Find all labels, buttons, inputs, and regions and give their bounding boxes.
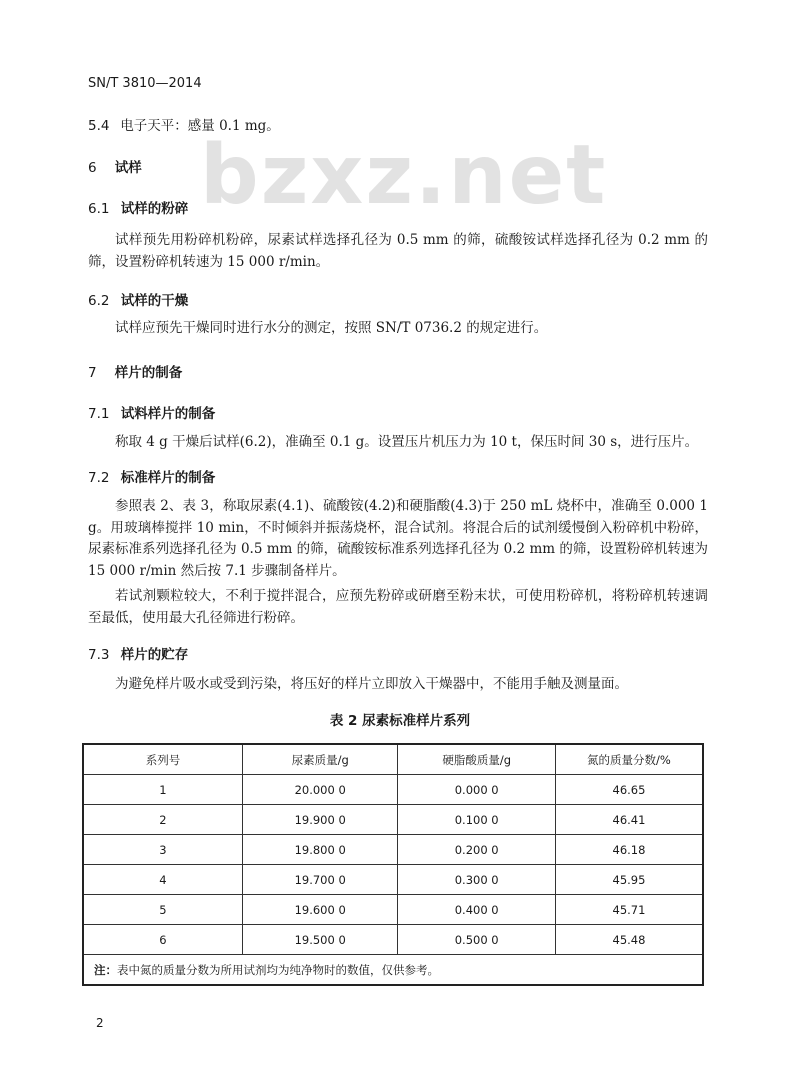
table-row bbox=[83, 865, 703, 895]
cell-series: 1 bbox=[83, 775, 242, 805]
cell-urea-mass: 20.000 0 bbox=[242, 775, 398, 805]
clause-number: 7.3 bbox=[88, 647, 110, 663]
cell-urea-mass: 19.700 0 bbox=[242, 865, 398, 895]
section-title: 试样 bbox=[114, 160, 142, 176]
clause-6-1-body: 试样预先用粉碎机粉碎，尿素试样选择孔径为 0.5 mm 的筛，硫酸铵试样选择孔径为 0.2 mm 的筛，设置粉碎机转速为 15 000 r/min。 bbox=[88, 232, 708, 270]
clause-7-2-body-2: 若试剂颗粒较大，不利于搅拌混合，应预先粉碎或研磨至粉末状，可使用粉碎机，将粉碎机转速调至最低，使用最大孔径筛进行粉碎。 bbox=[88, 588, 708, 626]
cell-series: 4 bbox=[83, 865, 242, 895]
clause-6-2-body: 试样应预先干燥同时进行水分的测定，按照 SN/T 0736.2 的规定进行。 bbox=[115, 320, 548, 336]
cell-series: 3 bbox=[83, 835, 242, 865]
cell-stearic-mass: 0.200 0 bbox=[398, 835, 556, 865]
clause-text: 电子天平：感量 0.1 mg。 bbox=[120, 118, 280, 134]
cell-nitrogen-fraction: 45.71 bbox=[555, 895, 703, 925]
table-row bbox=[83, 835, 703, 865]
table-row bbox=[83, 775, 703, 805]
clause-7-3-body: 为避免样片吸水或受到污染，将压好的样片立即放入干燥器中，不能用手触及测量面。 bbox=[115, 676, 628, 692]
section-6-heading bbox=[88, 156, 142, 176]
clause-title: 标准样片的制备 bbox=[120, 470, 216, 486]
cell-nitrogen-fraction: 46.18 bbox=[555, 835, 703, 865]
cell-series: 2 bbox=[83, 805, 242, 835]
cell-urea-mass: 19.500 0 bbox=[242, 925, 398, 955]
cell-nitrogen-fraction: 45.48 bbox=[555, 925, 703, 955]
clause-7-3-heading bbox=[88, 643, 188, 663]
table-note-text: 表中氮的质量分数为所用试剂均为纯净物时的数值，仅供参考。 bbox=[117, 962, 439, 977]
cell-stearic-mass: 0.000 0 bbox=[398, 775, 556, 805]
table-row bbox=[83, 805, 703, 835]
table-row bbox=[83, 925, 703, 955]
clause-7-1-heading bbox=[88, 402, 215, 422]
standard-code-header: SN/T 3810—2014 bbox=[88, 76, 202, 91]
clause-number: 6.2 bbox=[88, 293, 110, 309]
clause-6-2-heading bbox=[88, 289, 188, 309]
clause-6-1-heading bbox=[88, 197, 188, 217]
table-row bbox=[83, 895, 703, 925]
cell-stearic-mass: 0.100 0 bbox=[398, 805, 556, 835]
clause-7-1-body: 称取 4 g 干燥后试样(6.2)，准确至 0.1 g。设置压片机压力为 10 t，保压时间 30 s，进行压片。 bbox=[115, 434, 699, 450]
cell-urea-mass: 19.900 0 bbox=[242, 805, 398, 835]
cell-stearic-mass: 0.400 0 bbox=[398, 895, 556, 925]
cell-stearic-mass: 0.500 0 bbox=[398, 925, 556, 955]
table-note bbox=[83, 955, 703, 986]
table-note-label: 注： bbox=[94, 962, 117, 977]
col-header-stearic-mass: 硬脂酸质量/g bbox=[398, 744, 556, 775]
col-header-series: 系列号 bbox=[83, 744, 242, 775]
clause-title: 样片的贮存 bbox=[120, 647, 189, 663]
section-number: 7 bbox=[88, 365, 97, 381]
section-7-heading bbox=[88, 361, 182, 381]
watermark: bzxz.net bbox=[200, 128, 608, 223]
cell-nitrogen-fraction: 45.95 bbox=[555, 865, 703, 895]
col-header-nitrogen-fraction: 氮的质量分数/% bbox=[555, 744, 703, 775]
page-number: 2 bbox=[96, 1016, 104, 1030]
clause-number: 7.2 bbox=[88, 470, 110, 486]
table-header-row bbox=[83, 744, 703, 775]
table-note-row bbox=[83, 955, 703, 986]
clause-number: 5.4 bbox=[88, 118, 110, 134]
clause-title: 试料样片的制备 bbox=[120, 406, 216, 422]
cell-series: 6 bbox=[83, 925, 242, 955]
section-number: 6 bbox=[88, 160, 97, 176]
clause-7-2-heading bbox=[88, 466, 215, 486]
cell-urea-mass: 19.600 0 bbox=[242, 895, 398, 925]
clause-5-4 bbox=[88, 116, 280, 137]
clause-number: 7.1 bbox=[88, 406, 110, 422]
cell-nitrogen-fraction: 46.65 bbox=[555, 775, 703, 805]
urea-standard-table bbox=[82, 743, 704, 986]
clause-7-2-body-1: 参照表 2、表 3，称取尿素(4.1)、硫酸铵(4.2)和硬脂酸(4.3)于 250 mL 烧杯中，准确至 0.000 1 g。用玻璃棒搅拌 10 min，不时倾斜并振荡烧杯，混合试剂。将混合后的试剂缓慢倒入粉碎机中粉碎，尿素标准系列选择孔径为 0.5 mm 的筛，硫酸铵标准系列选择孔径为 0.2 mm 的筛，设置粉碎机转速为 15 000 r/min 然后按 7.1 步骤制备样片。 bbox=[88, 498, 708, 579]
clause-title: 试样的粉碎 bbox=[120, 201, 189, 217]
section-title: 样片的制备 bbox=[114, 365, 183, 381]
clause-number: 6.1 bbox=[88, 201, 110, 217]
clause-title: 试样的干燥 bbox=[120, 293, 189, 309]
table-caption: 表 2 尿素标准样片系列 bbox=[329, 713, 471, 729]
cell-nitrogen-fraction: 46.41 bbox=[555, 805, 703, 835]
col-header-urea-mass: 尿素质量/g bbox=[242, 744, 398, 775]
cell-urea-mass: 19.800 0 bbox=[242, 835, 398, 865]
cell-series: 5 bbox=[83, 895, 242, 925]
cell-stearic-mass: 0.300 0 bbox=[398, 865, 556, 895]
